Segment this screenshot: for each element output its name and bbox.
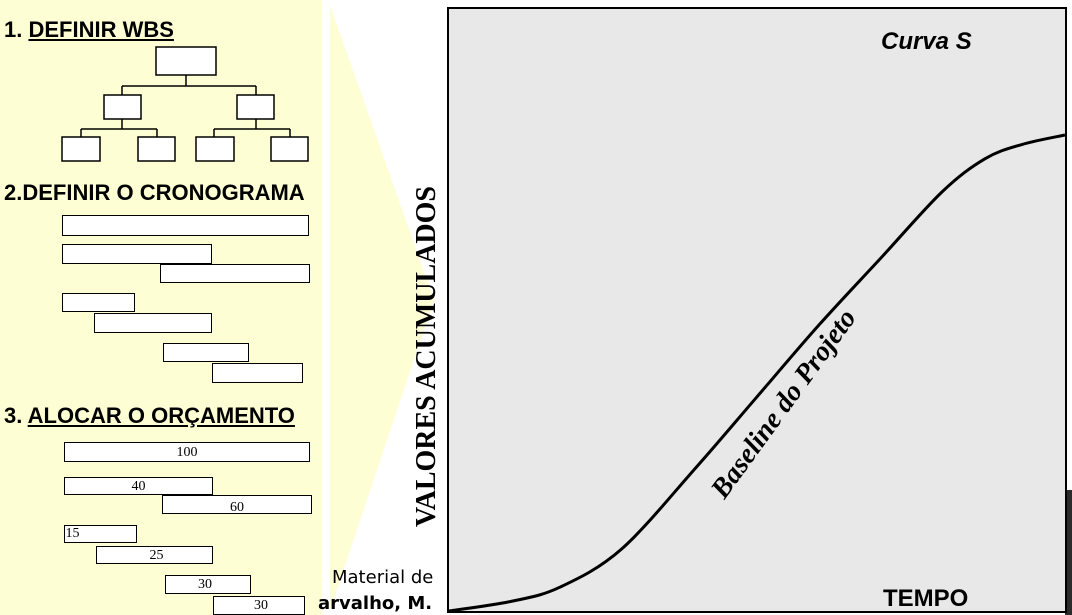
budget-bar: 100 [64, 442, 310, 462]
x-axis-label: TEMPO [883, 585, 969, 612]
schedule-bar [160, 264, 310, 283]
schedule-bar [163, 343, 249, 362]
schedule-bar [62, 293, 135, 312]
schedule-bar [212, 363, 303, 383]
budget-bar: 15 [64, 525, 137, 543]
chart-title: Curva S [881, 28, 972, 55]
curve-label: Baseline do Projeto [705, 303, 863, 505]
y-axis-label: VALORES ACUMULADOS [411, 186, 442, 527]
baseline-curve [449, 135, 1065, 611]
budget-bar: 25 [96, 546, 213, 564]
step1-heading: 1. DEFINIR WBS [4, 17, 174, 42]
step2-heading: 2.DEFINIR O CRONOGRAMA [4, 180, 305, 205]
schedule-bar [62, 244, 212, 264]
budget-bar: 40 [64, 477, 213, 495]
wbs-tree-diagram [0, 0, 330, 170]
footer-author: arvalho, M. [318, 593, 433, 614]
schedule-bar [94, 313, 212, 333]
s-curve-plot [447, 7, 1067, 613]
budget-bar: 30 [213, 596, 305, 615]
schedule-bar [62, 215, 309, 236]
footer-material: Material de [332, 567, 434, 588]
budget-bar: 60 [162, 495, 312, 514]
budget-bar: 30 [165, 575, 251, 594]
step3-heading: 3. ALOCAR O ORÇAMENTO [4, 403, 295, 428]
